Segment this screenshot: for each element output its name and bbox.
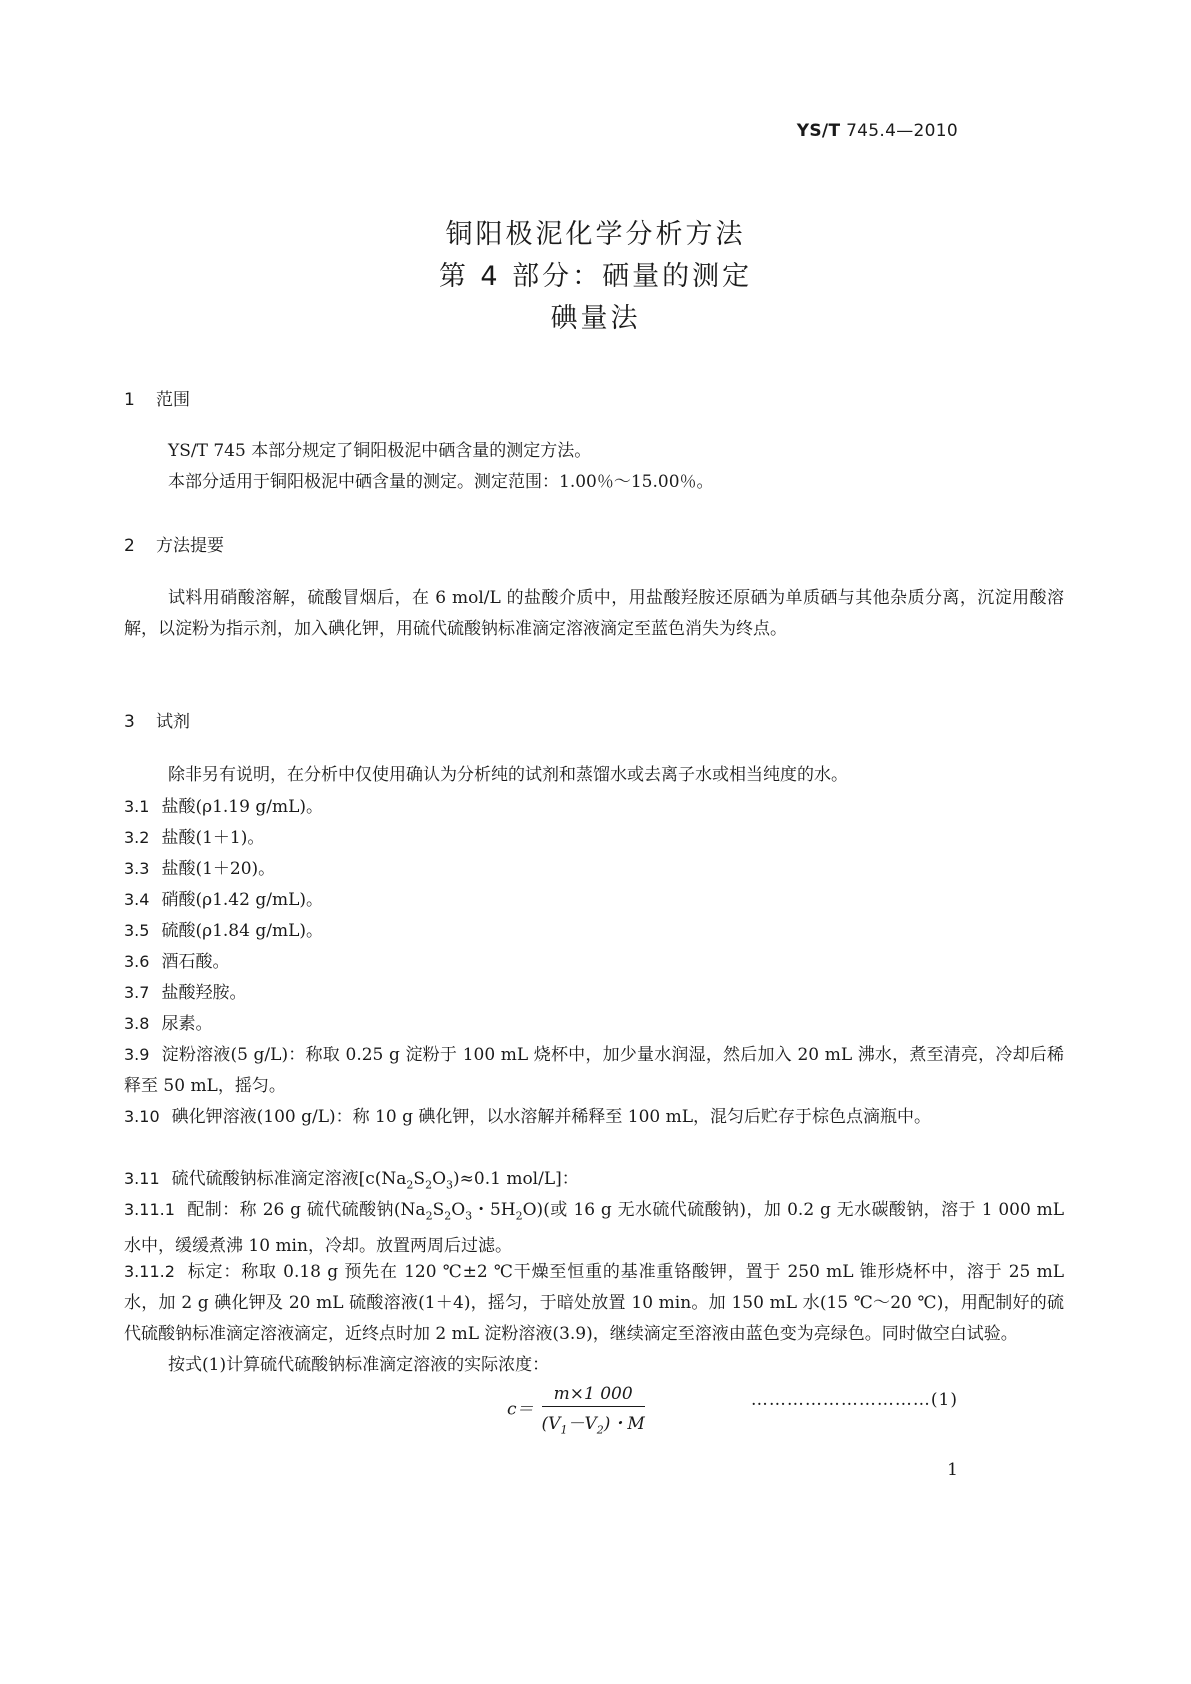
reagent-item: 3.4 硝酸(ρ1.42 g/mL)。	[124, 890, 323, 910]
formula-1: c＝ $\frac{m\times 1 000}{(V_1-V_2)・M}$	[507, 1384, 645, 1437]
section-heading-scope: 1 范围	[124, 390, 190, 410]
reagent-item-starch-solution: 3.9 淀粉溶液(5 g/L)：称取 0.25 g 淀粉于 100 mL 烧杯中，加少量水润湿，然后加入 20 mL 沸水，煮至清亮，冷却后稀释至 50 mL，摇匀。	[124, 1045, 1064, 1096]
reagent-item: 3.5 硫酸(ρ1.84 g/mL)。	[124, 921, 323, 941]
reagent-item-potassium-iodide: 3.10 碘化钾溶液(100 g/L)：称 10 g 碘化钾，以水溶解并稀释至 100 mL，混匀后贮存于棕色点滴瓶中。	[124, 1107, 932, 1127]
section-heading-reagents: 3 试剂	[124, 712, 190, 732]
reagent-item: 3.7 盐酸羟胺。	[124, 983, 247, 1003]
reagent-item: 3.3 盐酸(1＋20)。	[124, 859, 276, 879]
reagent-item: 3.8 尿素。	[124, 1014, 213, 1034]
formula-numerator: m×1 000	[542, 1384, 645, 1407]
formula-intro: 按式(1)计算硫代硫酸钠标准滴定溶液的实际浓度：	[168, 1355, 550, 1375]
reagent-item: 3.6 酒石酸。	[124, 952, 230, 972]
scope-paragraph-1: YS/T 745 本部分规定了铜阳极泥中硒含量的测定方法。	[168, 441, 592, 461]
scope-paragraph-2: 本部分适用于铜阳极泥中硒含量的测定。测定范围：1.00％～15.00％。	[168, 472, 714, 492]
reagent-item-thiosulfate: 3.11 硫代硫酸钠标准滴定溶液[$c(Na_2S_2O_3)\approx 0.1$ mol/L]：	[124, 1169, 579, 1192]
section-heading-principle: 2 方法提要	[124, 536, 224, 556]
reagent-item-standardization: 3.11.2 标定：称取 0.18 g 预先在 120 ℃±2 ℃干燥至恒重的基准重铬酸钾，置于 250 mL 锥形烧杯中，溶于 25 mL 水，加 2 g 碘化钾及 20 mL 硫酸溶液(1＋4)，摇匀，于暗处放置 10 min。加 150 mL 水(15 ℃～20 ℃)，用配制好的硫代硫酸钠标准滴定溶液滴定，近终点时加 2 mL 淀粉溶液(3.9)，继续滴定至溶液由蓝色变为亮绿色。同时做空白试验。	[124, 1262, 1064, 1344]
document-title: 铜阳极泥化学分析方法	[445, 219, 746, 250]
reagents-intro: 除非另有说明，在分析中仅使用确认为分析纯的试剂和蒸馏水或去离子水或相当纯度的水。	[168, 765, 848, 785]
standard-number: YS/T 745.4—2010	[796, 121, 958, 141]
formula-denominator: $(V_1-V_2)$・M	[541, 1414, 645, 1437]
document-method: 碘量法	[550, 303, 641, 334]
principle-paragraph: 试料用硝酸溶解，硫酸冒烟后，在 6 mol/L 的盐酸介质中，用盐酸羟胺还原硒为单质硒与其他杂质分离，沉淀用酸溶解，以淀粉为指示剂，加入碘化钾，用硫代硫酸钠标准滴定溶液滴定至蓝色消失为终点。	[124, 588, 1064, 639]
reagent-item: 3.1 盐酸(ρ1.19 g/mL)。	[124, 797, 323, 817]
document-subtitle: 第 4 部分：硒量的测定	[438, 261, 753, 292]
page-number: 1	[947, 1460, 958, 1480]
equation-number: …………………………(1)	[750, 1390, 958, 1410]
reagent-item-preparation: 3.11.1 配制：称 26 g 硫代硫酸钠($Na_2S_2O_3$・$5H_2O$)(或 16 g 无水硫代硫酸钠)，加 0.2 g 无水碳酸钠，溶于 1 000 mL 水中，缓缓煮沸 10 min，冷却。放置两周后过滤。	[124, 1200, 1064, 1257]
reagent-item: 3.2 盐酸(1＋1)。	[124, 828, 265, 848]
